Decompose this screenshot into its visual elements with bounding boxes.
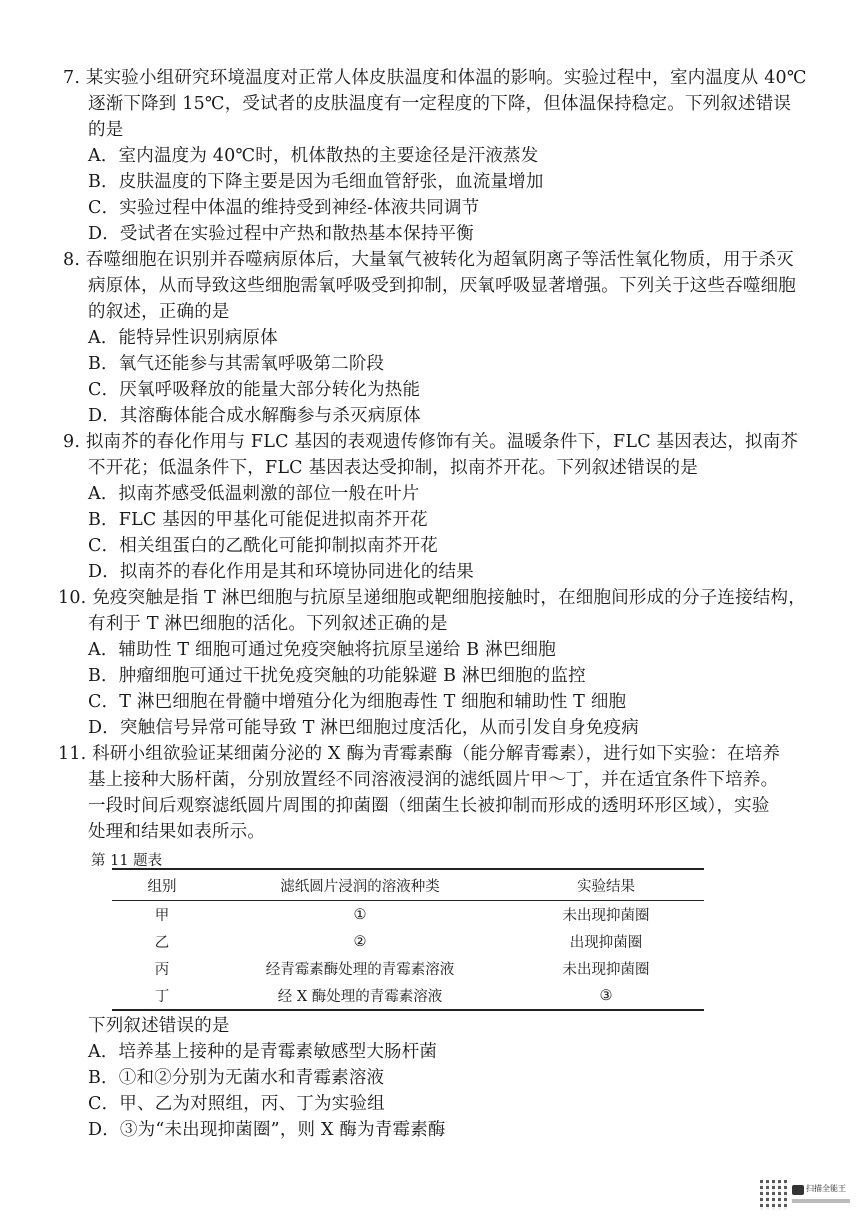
question-8-option-b: B．氧气还能参与其需氧呼吸第二阶段 [88, 354, 385, 374]
question-7-stem-line-2: 逐渐下降到 15℃，受试者的皮肤温度有一定程度的下降，但体温保持稳定。下列叙述错误 [88, 94, 792, 114]
table-header-cell: 实验结果 [508, 869, 704, 901]
question-8-stem-line-2: 病原体，从而导致这些细胞需氧呼吸受到抑制，厌氧呼吸显著增强。下列关于这些吞噬细胞 [88, 276, 796, 296]
question-11-option-a: A．培养基上接种的是青霉素敏感型大肠杆菌 [88, 1042, 438, 1062]
table-cell: 出现抑菌圈 [569, 935, 643, 951]
table-cell: 丁 [112, 982, 212, 1010]
table-header-row [112, 869, 704, 901]
question-9-option-b: B．FLC 基因的甲基化可能促进拟南芥开花 [88, 510, 428, 530]
question-11-option-d: D．③为“未出现抑菌圈”，则 X 酶为青霉素酶 [88, 1120, 446, 1140]
question-10-stem-line-1: 10. 免疫突触是指 T 淋巴细胞与抗原呈递细胞或靶细胞接触时，在细胞间形成的分子连接结构， [58, 588, 806, 608]
question-8-stem-line-3: 的叙述，正确的是 [88, 302, 230, 322]
table-header-cell: 组别 [112, 869, 212, 901]
question-8-stem-line-1: 8. 吞噬细胞在识别并吞噬病原体后，大量氧气被转化为超氧阴离子等活性氧化物质，用于杀灭 [63, 250, 794, 270]
table-caption: 第 11 题表 [91, 853, 163, 869]
question-9-option-a: A．拟南芥感受低温刺激的部位一般在叶片 [88, 484, 420, 504]
question-8-option-a: A．能特异性识别病原体 [88, 328, 278, 348]
table-row [112, 955, 704, 982]
table-cell: 甲 [154, 908, 170, 924]
question-11-option-b: B．①和②分别为无菌水和青霉素溶液 [88, 1068, 385, 1088]
question-9-option-d: D．拟南芥的春化作用是其和环境协同进化的结果 [88, 562, 474, 582]
table-cell: 经青霉素酶处理的青霉素溶液 [265, 962, 455, 978]
table-cell: ③ [508, 982, 704, 1010]
question-7-option-d: D．受试者在实验过程中产热和散热基本保持平衡 [88, 224, 474, 244]
scanner-watermark-label: 扫描全能王 [806, 1184, 846, 1193]
question-11-stem-line-1: 11. 科研小组欲验证某细菌分泌的 X 酶为青霉素酶（能分解青霉素），进行如下实验：在培养 [58, 744, 781, 764]
question-10-option-b: B．肿瘤细胞可通过干扰免疫突触的功能躲避 B 淋巴细胞的监控 [88, 666, 586, 686]
table-cell: 经 X 酶处理的青霉素溶液 [212, 982, 508, 1010]
question-11-option-c: C．甲、乙为对照组，丙、丁为实验组 [88, 1094, 385, 1114]
question-11-stem-line-2: 基上接种大肠杆菌，分别放置经不同溶液浸润的滤纸圆片甲～丁，并在适宜条件下培养。 [88, 770, 779, 790]
question-9-stem-line-1: 9. 拟南芥的春化作用与 FLC 基因的表观遗传修饰有关。温暖条件下，FLC 基因表达，拟南芥 [63, 432, 799, 452]
question-9-stem-line-2: 不开花；低温条件下，FLC 基因表达受抑制，拟南芥开花。下列叙述错误的是 [88, 458, 698, 478]
question-10-stem-line-2: 有利于 T 淋巴细胞的活化。下列叙述正确的是 [88, 614, 448, 634]
table-cell: 丙 [154, 962, 170, 978]
question-11-stem-line-3: 一段时间后观察滤纸圆片周围的抑菌圈（细菌生长被抑制而形成的透明环形区域），实验 [88, 796, 770, 816]
table-cell: ② [353, 933, 367, 950]
question-10-option-c: C．T 淋巴细胞在骨髓中增殖分化为细胞毒性 T 细胞和辅助性 T 细胞 [88, 692, 627, 712]
question-10-option-d: D．突触信号异常可能导致 T 淋巴细胞过度活化，从而引发自身免疫病 [88, 718, 639, 738]
table-cell: ① [353, 906, 367, 923]
question-7-option-c: C．实验过程中体温的维持受到神经-体液共同调节 [88, 198, 480, 218]
table-row [112, 982, 704, 1010]
question-7-option-b: B．皮肤温度的下降主要是因为毛细血管舒张，血流量增加 [88, 172, 544, 192]
question-9-option-c: C．相关组蛋白的乙酰化可能抑制拟南芥开花 [88, 536, 438, 556]
question-10-option-a: A．辅助性 T 细胞可通过免疫突触将抗原呈递给 B 淋巴细胞 [88, 640, 556, 660]
table-header-cell: 滤纸圆片浸润的溶液种类 [212, 869, 508, 901]
question-7-stem-line-3: 的是 [88, 120, 124, 140]
table-cell: 未出现抑菌圈 [562, 962, 650, 978]
question-8-option-d: D．其溶酶体能合成水解酶参与杀灭病原体 [88, 406, 421, 426]
question-8-option-c: C．厌氧呼吸释放的能量大部分转化为热能 [88, 380, 421, 400]
table-cell: 乙 [154, 935, 170, 951]
question-7-stem-line-1: 7. 某实验小组研究环境温度对正常人体皮肤温度和体温的影响。实验过程中，室内温度从 40℃ [63, 68, 807, 88]
question-7-option-a: A．室内温度为 40℃时，机体散热的主要途径是汗液蒸发 [88, 146, 539, 166]
qr-code-pattern [760, 1180, 790, 1210]
table-row [112, 928, 704, 955]
table-cell: 未出现抑菌圈 [562, 908, 650, 924]
question-11-stem-line-4: 处理和结果如表所示。 [88, 822, 265, 842]
scanner-watermark-subtext [792, 1199, 850, 1203]
scanner-logo-icon [792, 1185, 804, 1195]
question-11-prompt: 下列叙述错误的是 [88, 1016, 230, 1036]
results-table [112, 868, 704, 1011]
table-row [112, 901, 704, 929]
